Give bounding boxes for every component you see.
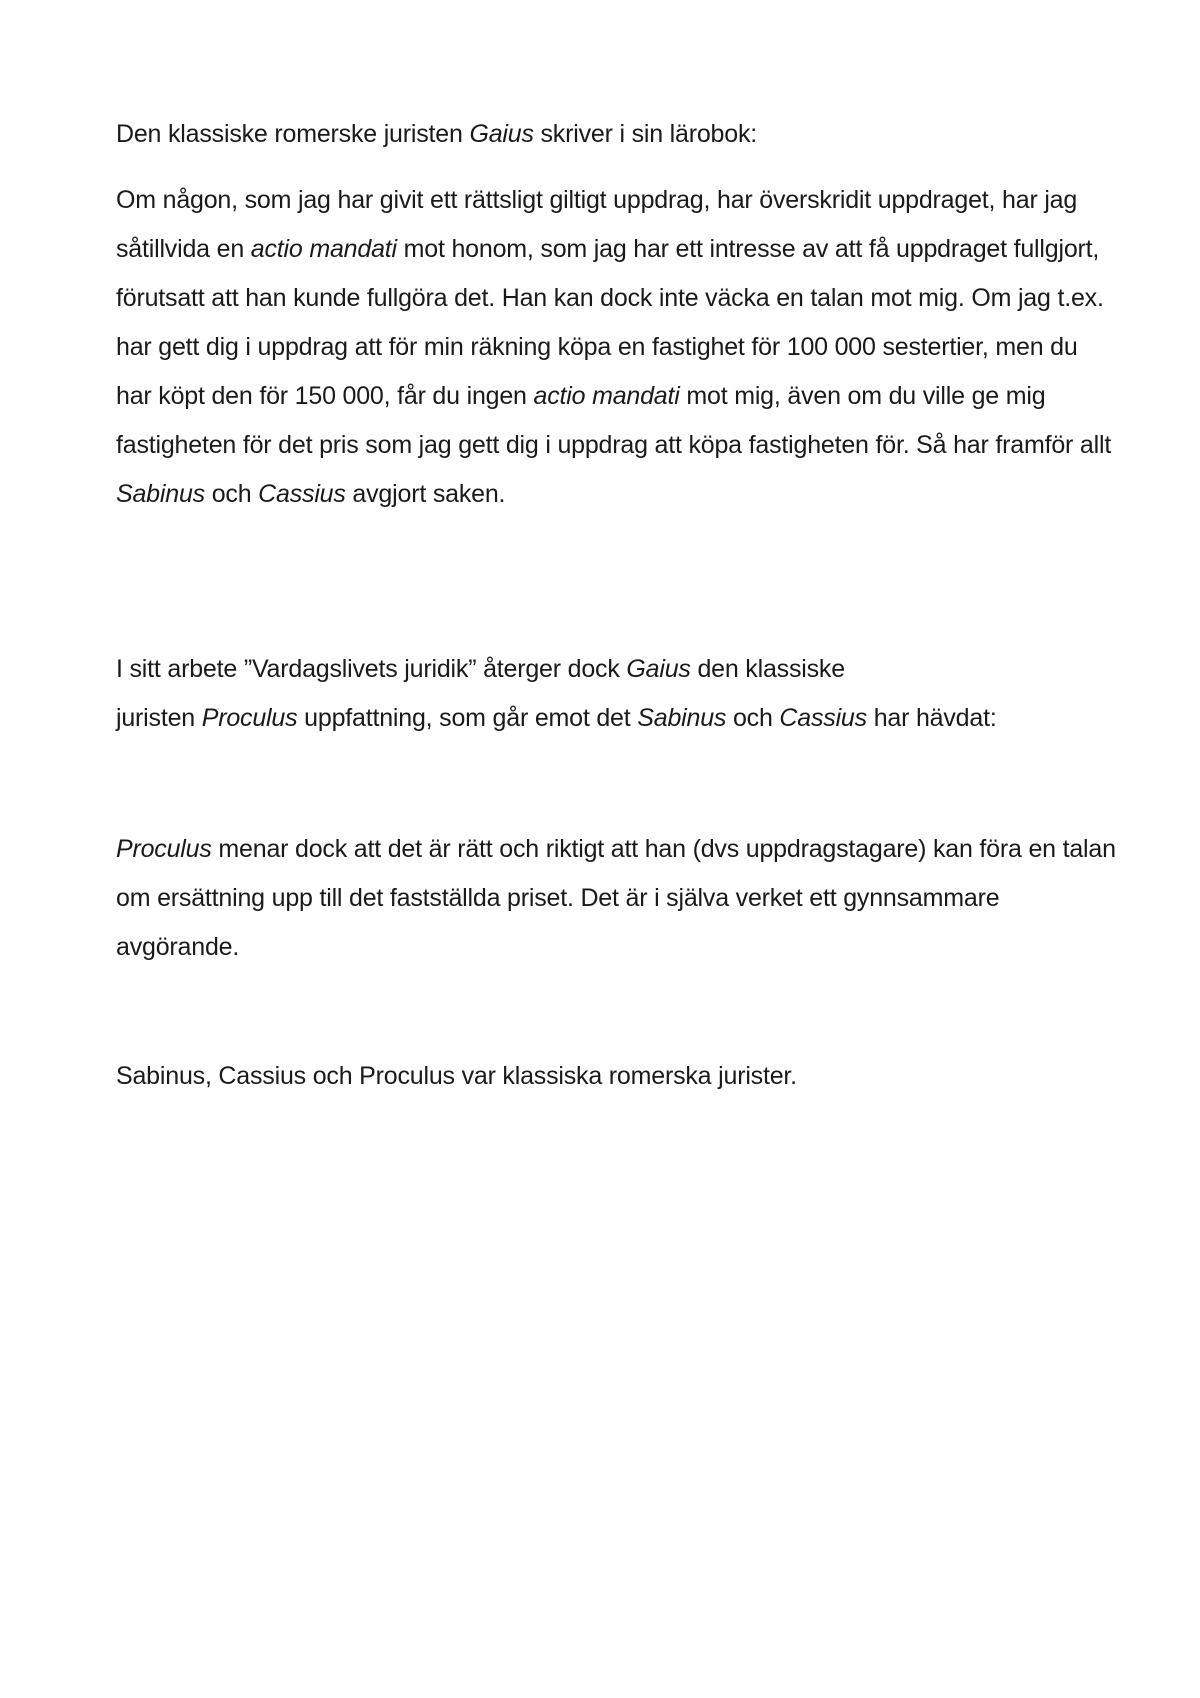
intro-text-start: Den klassiske romerske juristen [116, 120, 470, 148]
quote-text-1: Om någon, som jag har givit ett rättsligt giltigt uppdrag, har överskridit uppdraget, har jag såtillvida en [116, 186, 1078, 263]
quote-text-4: och [204, 480, 259, 508]
second-line-2-text-2: uppfattning, som går emot det [297, 704, 638, 732]
second-paragraph [116, 645, 1116, 743]
second-line-2-name-cassius: Cassius [779, 704, 867, 732]
second-line-2-text-4: har hävdat: [866, 704, 997, 732]
second-line-1 [116, 645, 1116, 694]
second-line-2 [116, 694, 1116, 743]
quote-text-2: mot honom, som jag har ett intresse av att få uppdraget fullgjort, förutsatt att han kunde fullgöra det. Han kan dock inte väcka en talan mot mig. Om jag t.ex. har gett dig i uppdrag att för min räkning köpa en fastighet för 100 000 sestertier, men du har köpt den för 150 000, får du ingen [116, 235, 1104, 410]
second-line-2-text-3: och [726, 704, 780, 732]
quote-term-actio-mandati-2: actio mandati [533, 382, 680, 410]
footnote-paragraph: Sabinus, Cassius och Proculus var klassiska romerska jurister. [116, 1062, 797, 1090]
second-line-2-text-1: juristen [116, 704, 202, 732]
second-line-2-name-proculus: Proculus [201, 704, 298, 732]
quote-text-3: mot mig, även om du ville ge mig fastigheten för det pris som jag gett dig i uppdrag att köpa fastigheten för. Så har framför allt [116, 382, 1112, 459]
quote-text-5: avgjort saken. [345, 480, 506, 508]
second-line-2-name-sabinus: Sabinus [637, 704, 727, 732]
quote-name-cassius: Cassius [258, 480, 346, 508]
quote-name-sabinus: Sabinus [116, 480, 205, 508]
second-line-1-text-start: I sitt arbete ”Vardagslivets juridik” återger dock [116, 655, 627, 683]
intro-text-end: skriver i sin lärobok: [533, 120, 758, 148]
intro-paragraph [116, 114, 1116, 154]
proculus-name: Proculus [116, 835, 212, 863]
second-line-1-name-gaius: Gaius [626, 655, 691, 683]
proculus-paragraph [116, 825, 1116, 972]
second-line-1-text-end: den klassiske [690, 655, 845, 683]
proculus-text: menar dock att det är rätt och riktigt att han (dvs uppdragstagare) kan föra en talan om ersättning upp till det fastställda priset. Det är i själva verket ett gynnsammare avgörande. [116, 835, 1116, 961]
intro-name-gaius: Gaius [469, 120, 534, 148]
quote-paragraph [116, 176, 1116, 519]
quote-term-actio-mandati-1: actio mandati [250, 235, 397, 263]
